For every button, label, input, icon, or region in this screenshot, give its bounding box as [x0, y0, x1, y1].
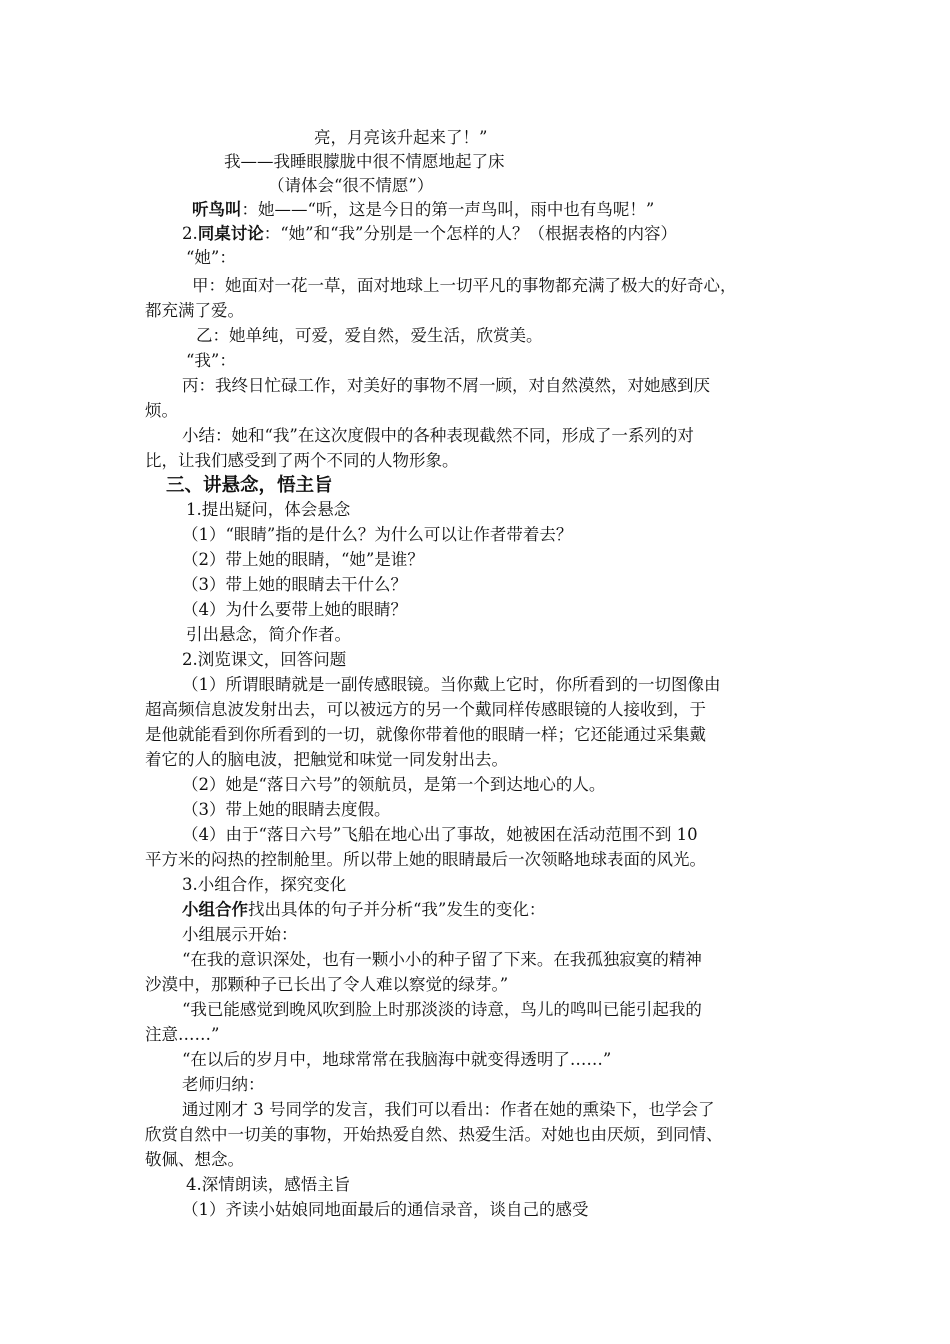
text-line: “她”：	[186, 248, 236, 267]
text-line: （3）带上她的眼睛去干什么？	[182, 575, 407, 594]
text-line: “在以后的岁月中，地球常常在我脑海中就变得透明了……”	[182, 1050, 612, 1069]
text-line: 甲：她面对一花一草，面对地球上一切平凡的事物都充满了极大的好奇心，	[192, 276, 737, 295]
text-line	[192, 198, 654, 222]
text-line: 小组展示开始：	[182, 925, 298, 944]
text-line: （4）由于“落日六号”飞船在地心出了事故，她被困在活动范围不到 10	[182, 825, 698, 844]
text-line: “我”：	[186, 351, 236, 370]
text-line: 引出悬念，简介作者。	[186, 625, 351, 644]
text-line: 注意……”	[145, 1025, 220, 1044]
text-line: 沙漠中，那颗种子已长出了令人难以察觉的绿芽。”	[145, 975, 509, 994]
text-line: “在我的意识深处，也有一颗小小的种子留了下来。在我孤独寂寞的精神	[182, 950, 702, 969]
text-line: 1.提出疑问，体会悬念	[186, 500, 351, 519]
bold-lead: 听鸟叫	[192, 200, 242, 219]
text-line: 比，让我们感受到了两个不同的人物形象。	[145, 451, 459, 470]
bold-lead: 同桌讨论	[197, 224, 264, 243]
text-line: 着它的人的脑电波，把触觉和味觉一同发射出去。	[145, 750, 508, 769]
text-line: 我——我睡眼朦胧中很不情愿地起了床	[224, 152, 505, 171]
text-line: 超高频信息波发射出去，可以被远方的另一个戴同样传感眼镜的人接收到，于	[145, 700, 706, 719]
text-line: 欣赏自然中一切美的事物，开始热爱自然、热爱生活。对她也由厌烦，到同情、	[145, 1125, 723, 1144]
text-line: 乙：她单纯，可爱，爱自然，爱生活，欣赏美。	[196, 326, 543, 345]
text-line: （4）为什么要带上她的眼睛？	[182, 600, 407, 619]
text-line: 丙：我终日忙碌工作，对美好的事物不屑一顾，对自然漠然，对她感到厌	[182, 376, 710, 395]
text-line: 敬佩、想念。	[145, 1150, 244, 1169]
bold-lead: 小组合作	[182, 900, 248, 919]
text-line: 是他就能看到你所看到的一切，就像你带着他的眼睛一样；它还能通过采集戴	[145, 725, 706, 744]
text-span: ：“她”和“我”分别是一个怎样的人？（根据表格的内容）	[263, 224, 677, 243]
item-number: 2.	[182, 224, 198, 243]
text-line: （1）所谓眼睛就是一副传感眼镜。当你戴上它时，你所看到的一切图像由	[182, 675, 721, 694]
text-line: 4.深情朗读，感悟主旨	[186, 1175, 351, 1194]
text-line: 通过刚才 3 号同学的发言，我们可以看出：作者在她的熏染下，也学会了	[182, 1100, 715, 1119]
text-line: （1）“眼睛”指的是什么？为什么可以让作者带着去？	[182, 525, 573, 544]
section-heading: 三、讲悬念，悟主旨	[166, 475, 333, 496]
text-line: （2）她是“落日六号”的领航员，是第一个到达地心的人。	[182, 775, 606, 794]
text-line: 老师归纳：	[182, 1075, 265, 1094]
text-line: （2）带上她的眼睛，“她”是谁？	[182, 550, 424, 569]
text-line	[182, 222, 677, 246]
text-line: 平方米的闷热的控制舱里。所以带上她的眼睛最后一次领略地球表面的风光。	[145, 850, 706, 869]
text-line: 2.浏览课文，回答问题	[182, 650, 347, 669]
text-line: 亮，月亮该升起来了！”	[314, 128, 488, 147]
text-line: （3）带上她的眼睛去度假。	[182, 800, 391, 819]
text-line	[182, 898, 545, 922]
text-line: “我已能感觉到晚风吹到脸上时那淡淡的诗意，鸟儿的鸣叫已能引起我的	[182, 1000, 702, 1019]
text-line: 小结：她和“我”在这次度假中的各种表现截然不同，形成了一系列的对	[182, 426, 694, 445]
text-line: （请体会“很不情愿”）	[268, 176, 434, 195]
text-line: 烦。	[145, 401, 178, 420]
text-span: 找出具体的句子并分析“我”发生的变化：	[248, 900, 546, 919]
text-line: 3.小组合作，探究变化	[182, 875, 347, 894]
text-line: 都充满了爱。	[145, 301, 244, 320]
text-line: （1）齐读小姑娘同地面最后的通信录音，谈自己的感受	[182, 1200, 589, 1219]
text-span: ：她——“听，这是今日的第一声鸟叫，雨中也有鸟呢！”	[241, 200, 655, 219]
